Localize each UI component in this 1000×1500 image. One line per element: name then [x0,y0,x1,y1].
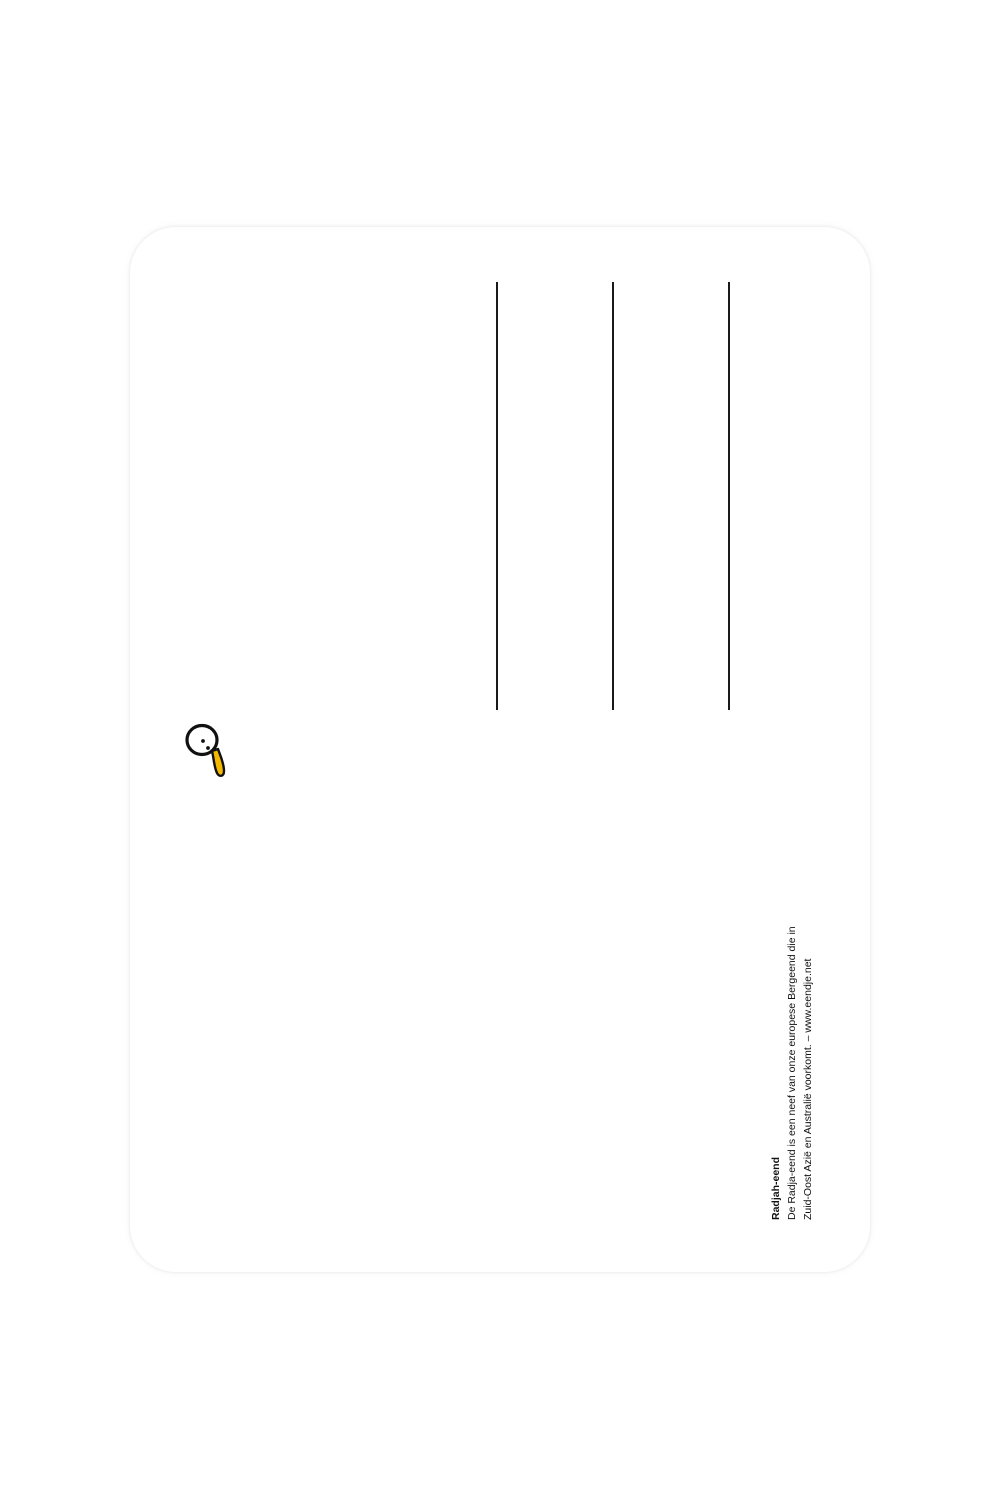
address-line [496,282,498,710]
caption-text-line: Zuid-Oost Azië en Australië voorkomt. – www.eendje.net [802,958,814,1220]
caption [768,820,816,1220]
address-line [612,282,614,710]
caption-title: Radjah-eend [770,1156,782,1220]
duck-head-icon [184,723,228,781]
caption-text-line: De Radja-eend is een neef van onze europese Bergeend die in [786,926,798,1220]
address-line [728,282,730,710]
postcard-back [130,227,870,1272]
